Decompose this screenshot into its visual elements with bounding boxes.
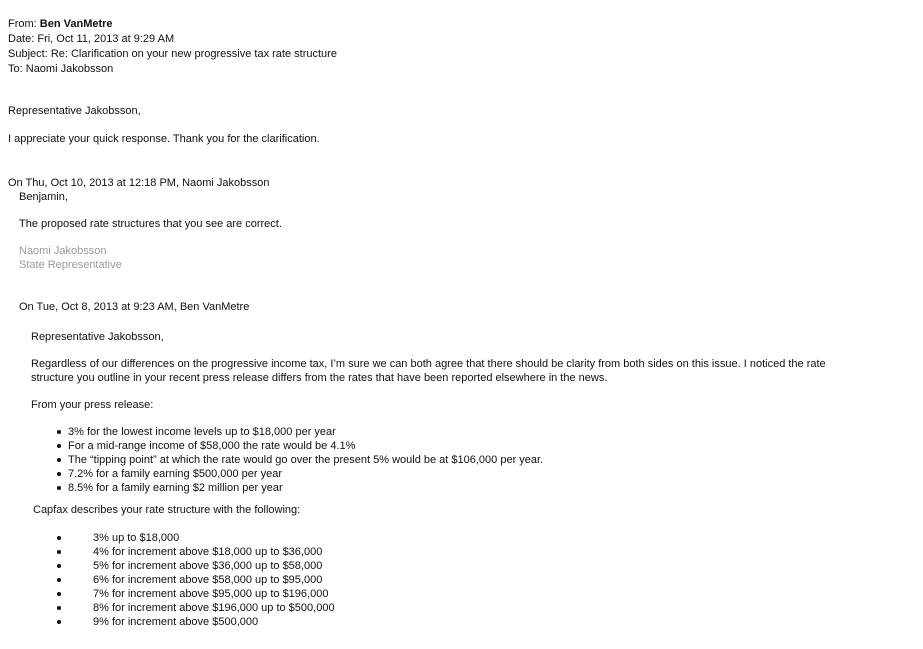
- quote2-paragraph-line1: Regardless of our differences on the progressive income tax, I’m sure we can both agree that there should be clarity from both sides on this issue. I noticed the rate: [31, 358, 826, 370]
- capfax-rate-list: [31, 531, 923, 629]
- signature-name: Naomi Jakobsson: [19, 245, 107, 257]
- reply-salutation: Representative Jakobsson,: [8, 105, 141, 117]
- list-item: The “tipping point” at which the rate would go over the present 5% would be at $106,000 per year.: [31, 453, 923, 467]
- list-item: 7% for increment above $95,000 up to $196,000: [31, 587, 923, 601]
- quote1-salutation: Benjamin,: [19, 191, 68, 203]
- quoted-reply-level-2: [31, 330, 923, 629]
- list-item: 3% for the lowest income levels up to $18,000 per year: [31, 425, 923, 439]
- quote2-salutation: Representative Jakobsson,: [31, 331, 164, 343]
- from-label: From:: [8, 18, 37, 30]
- capfax-intro: Capfax describes your rate structure with the following:: [33, 504, 301, 516]
- header-from-line: [8, 17, 923, 32]
- subject-value: Re: Clarification on your new progressive tax rate structure: [50, 48, 337, 60]
- to-label: To:: [8, 63, 23, 75]
- quote1-attribution: On Thu, Oct 10, 2013 at 12:18 PM, Naomi Jakobsson: [8, 177, 270, 189]
- quote2-attribution: On Tue, Oct 8, 2013 at 9:23 AM, Ben VanMetre: [19, 301, 250, 313]
- from-value: Ben VanMetre: [39, 18, 113, 30]
- list-item: 5% for increment above $36,000 up to $58,000: [31, 559, 923, 573]
- list-item: 9% for increment above $500,000: [31, 615, 923, 629]
- list-item: 3% up to $18,000: [31, 531, 923, 545]
- list-item: 6% for increment above $58,000 up to $95,000: [31, 573, 923, 587]
- quote1-message: The proposed rate structures that you see are correct.: [19, 218, 282, 230]
- press-release-rate-list: [31, 425, 923, 495]
- signature-title: State Representative: [19, 259, 122, 271]
- header-to-line: [8, 62, 923, 77]
- quote2-paragraph: [31, 357, 923, 385]
- email-document: [0, 17, 923, 629]
- quote2-paragraph-line2: structure you outline in your recent press release differs from the rates that have been reported elsewhere in the news.: [31, 372, 608, 384]
- date-label: Date:: [8, 33, 35, 45]
- email-header-block: [8, 17, 923, 77]
- signature-block: [19, 244, 923, 272]
- header-date-line: [8, 32, 923, 47]
- quoted-reply-level-1: [19, 190, 923, 629]
- reply-message: I appreciate your quick response. Thank you for the clarification.: [8, 133, 320, 145]
- header-subject-line: [8, 47, 923, 62]
- list-item: 8.5% for a family earning $2 million per year: [31, 481, 923, 495]
- list-item: 4% for increment above $18,000 up to $36,000: [31, 545, 923, 559]
- list-item: 7.2% for a family earning $500,000 per year: [31, 467, 923, 481]
- press-release-intro: From your press release:: [31, 399, 154, 411]
- to-value: Naomi Jakobsson: [25, 63, 114, 75]
- date-value: Fri, Oct 11, 2013 at 9:29 AM: [37, 33, 175, 45]
- list-item: 8% for increment above $196,000 up to $500,000: [31, 601, 923, 615]
- list-item: For a mid-range income of $58,000 the rate would be 4.1%: [31, 439, 923, 453]
- subject-label: Subject:: [8, 48, 48, 60]
